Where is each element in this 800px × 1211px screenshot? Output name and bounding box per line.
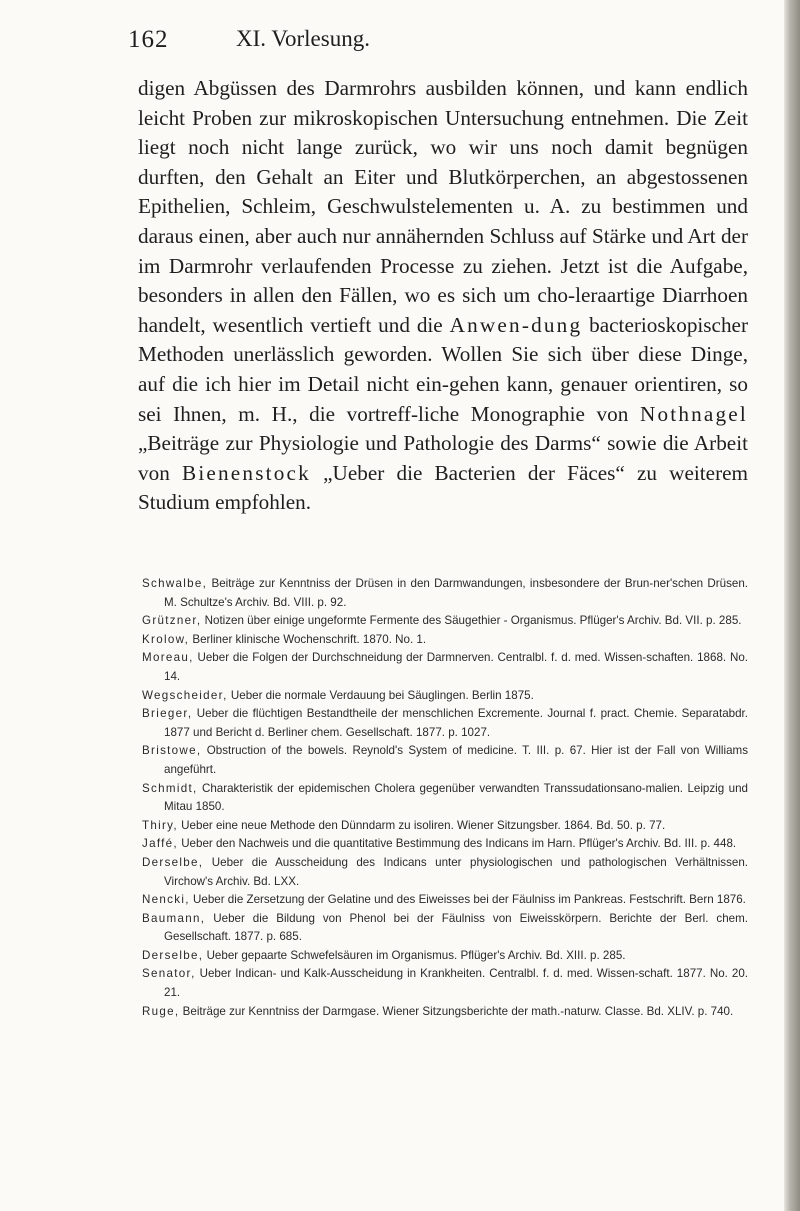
reference-author: Wegscheider,	[142, 688, 228, 702]
running-head: XI. Vorlesung.	[236, 26, 370, 51]
reference-author: Brieger,	[142, 707, 193, 721]
body-text-segment: bacterioskopischer Methoden unerlässlich geworden. Wollen Sie sich über diese Dinge, auf die ich hier im Detail nicht ein-gehen kann, genauer orientiren, so sei Ihnen, m. H., die vortreff-liche Monographie von	[138, 312, 749, 426]
reference-text: Ueber die flüchtigen Bestandtheile der menschlichen Excremente. Journal f. pract. Chemie. Separatabdr. 1877 und Bericht d. Berliner chem. Gesellschaft. 1877. p. 1027.	[164, 707, 748, 739]
reference-entry	[142, 612, 748, 631]
reference-author: Moreau,	[142, 651, 194, 665]
reference-text: Beiträge zur Kenntniss der Darmgase. Wiener Sitzungsberichte der math.-naturw. Classe. Bd. XLIV. p. 740.	[182, 1004, 734, 1018]
emphasized-term: Anwen-dung	[449, 312, 583, 337]
reference-author: Bristowe,	[142, 744, 202, 758]
body-text-segment: „Beiträge zur Physiologie und Pathologie des Darms“ sowie die Arbeit von	[138, 431, 748, 485]
body-text-segment: digen Abgüssen des Darmrohrs ausbilden können, und kann endlich leicht Proben zur mikroskopischen Untersuchung entnehmen. Die Zeit liegt noch nicht lange zurück, wo wir uns noch damit begnügen durften, den Gehalt an Eiter und Blutkörperchen, an abgestossenen Epithelien, Schleim, Geschwulstelementen u. A. zu bestimmen und daraus einen, aber auch nur annähernden Schluss auf Stärke und Art der im Darmrohr verlaufenden Processe zu ziehen. Jetzt ist die Aufgabe, besonders in allen den Fällen, wo es sich um cho-leraartige Diarrhoen handelt, wesentlich vertieft und die	[138, 76, 748, 337]
reference-entry	[142, 649, 748, 686]
reference-text: Ueber die Ausscheidung des Indicans unter physiologischen und pathologischen Verhältnissen. Virchow's Archiv. Bd. LXX.	[164, 855, 748, 888]
reference-text: Beiträge zur Kenntniss der Drüsen in den Darmwandungen, insbesondere der Brun-ner'schen Drüsen. M. Schultze's Archiv. Bd. VIII. p. 92.	[164, 577, 748, 609]
body-text-segment: „Ueber die Bacterien der Fäces“ zu weiterem Studium empfohlen.	[138, 460, 749, 515]
reference-author: Schmidt,	[142, 781, 198, 795]
reference-text: Ueber den Nachweis und die quantitative Bestimmung des Indicans im Harn. Pflüger's Archiv. Bd. III. p. 448.	[181, 837, 737, 851]
reference-text: Ueber eine neue Methode den Dünndarm zu isoliren. Wiener Sitzungsber. 1864. Bd. 50. p. 77.	[181, 818, 666, 832]
scan-edge-shadow	[784, 0, 800, 1211]
reference-author: Senator,	[142, 967, 196, 981]
reference-author: Krolow,	[142, 632, 190, 646]
reference-text: Ueber die normale Verdauung bei Säuglingen. Berlin 1875.	[230, 688, 534, 702]
reference-author: Schwalbe,	[142, 577, 208, 590]
reference-text: Obstruction of the bowels. Reynold's System of medicine. T. III. p. 67. Hier ist der Fall von Williams angeführt.	[164, 744, 748, 776]
reference-entry	[142, 687, 748, 706]
reference-author: Ruge,	[142, 1004, 180, 1018]
reference-entry	[142, 910, 748, 947]
reference-text: Charakteristik der epidemischen Cholera gegenüber verwandten Transsudationsano-malien. Leipzig und Mitau 1850.	[164, 781, 748, 814]
reference-entry	[142, 965, 748, 1002]
reference-author: Nencki,	[142, 893, 190, 907]
reference-text: Ueber Indican- und Kalk-Ausscheidung in Krankheiten. Centralbl. f. d. med. Wissen-schaft. 1877. No. 20. 21.	[164, 967, 748, 1000]
reference-author: Grützner,	[142, 614, 202, 628]
reference-text: Ueber die Zersetzung der Gelatine und des Eiweisses bei der Fäulniss im Pankreas. Festschrift. Bern 1876.	[193, 893, 746, 907]
reference-text: Notizen über einige ungeformte Fermente des Säugethier - Organismus. Pflüger's Archiv. Bd. VII. p. 285.	[204, 614, 742, 628]
reference-entry	[142, 947, 748, 966]
reference-entry	[142, 780, 748, 817]
reference-entry	[142, 705, 748, 742]
reference-entry	[142, 742, 748, 779]
reference-text: Ueber die Folgen der Durchschneidung der Darmnerven. Centralbl. f. d. med. Wissen-schaften. 1868. No. 14.	[164, 651, 748, 683]
reference-author: Derselbe,	[142, 855, 204, 869]
reference-entry	[142, 817, 748, 836]
reference-author: Thiry,	[142, 818, 178, 832]
reference-author: Jaffé,	[142, 837, 178, 851]
reference-entry	[142, 1003, 748, 1022]
reference-entry	[142, 891, 748, 910]
reference-author: Derselbe,	[142, 948, 204, 962]
reference-entry	[142, 631, 748, 650]
reference-entry	[142, 575, 748, 612]
reference-author: Baumann,	[142, 911, 206, 925]
reference-list	[142, 575, 748, 1021]
reference-entry	[142, 854, 748, 891]
reference-text: Ueber die Bildung von Phenol bei der Fäulniss von Eiweisskörpern. Berichte der Berl. chem. Gesellschaft. 1877. p. 685.	[164, 911, 748, 944]
reference-text: Ueber gepaarte Schwefelsäuren im Organismus. Pflüger's Archiv. Bd. XIII. p. 285.	[206, 948, 626, 962]
reference-text: Berliner klinische Wochenschrift. 1870. No. 1.	[192, 632, 427, 646]
page-header	[128, 22, 738, 62]
reference-entry	[142, 835, 748, 854]
body-paragraph	[138, 74, 748, 518]
author-name: Nothnagel	[639, 401, 748, 426]
author-name: Bienenstock	[181, 460, 311, 485]
page-number: 162	[128, 26, 169, 53]
